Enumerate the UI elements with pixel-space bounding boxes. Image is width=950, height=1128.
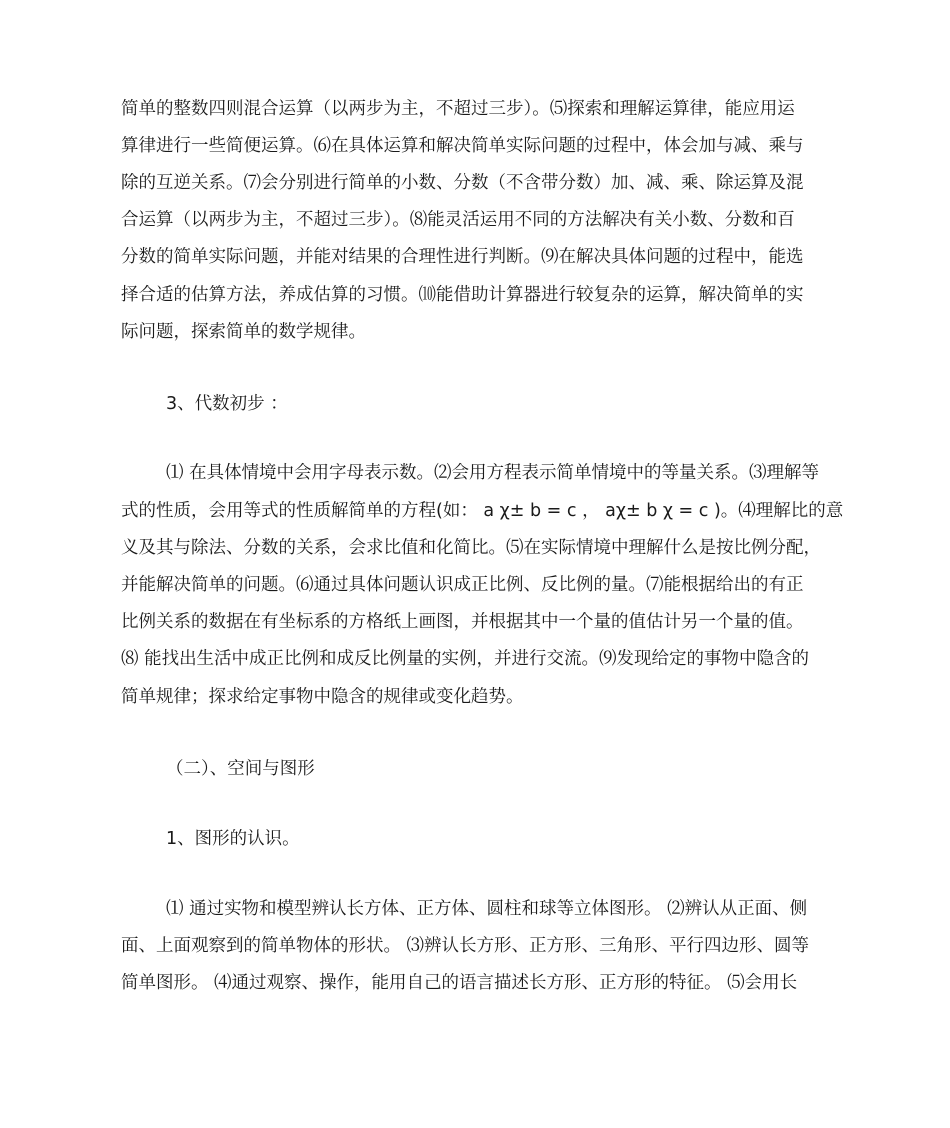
paragraph-line: 面、上面观察到的简单物体的形状。 ⑶辨认长方形、正方形、三角形、平行四边形、圆等: [121, 936, 810, 956]
paragraph-line: ⑴ 在具体情境中会用字母表示数。⑵会用方程表示简单情境中的等量关系。⑶理解等: [166, 463, 820, 483]
paragraph-line: 义及其与除法、分数的关系，会求比值和化简比。⑸在实际情境中理解什么是按比例分配，: [121, 538, 821, 558]
paragraph-line: ⑻ 能找出生活中成正比例和成反比例量的实例，并进行交流。⑼发现给定的事物中隐含的: [121, 649, 810, 669]
section-heading: 3、代数初步 ：: [166, 394, 288, 414]
paragraph-line: 算律进行一些简便运算。⑹在具体运算和解决简单实际问题的过程中，体会加与减、乘与: [121, 136, 804, 156]
paragraph-line: 分数的简单实际问题，并能对结果的合理性进行判断。⑼在解决具体问题的过程中，能选: [121, 247, 804, 267]
paragraph-line: 式的性质，会用等式的性质解简单的方程(如： a χ± b = c ， aχ± b χ = c )。⑷理解比的意: [121, 501, 844, 521]
section-heading: （二）、空间与图形: [166, 759, 315, 779]
paragraph-line: 择合适的估算方法，养成估算的习惯。⑽能借助计算器进行较复杂的运算，解决简单的实: [121, 285, 804, 305]
paragraph-line: 比例关系的数据在有坐标系的方格纸上画图，并根据其中一个量的值估计另一个量的值。: [121, 612, 804, 632]
paragraph-line: 际问题，探索简单的数学规律。: [121, 322, 366, 342]
paragraph-line: 简单的整数四则混合运算（以两步为主，不超过三步）。⑸探索和理解运算律，能应用运: [121, 99, 795, 119]
paragraph-line: 合运算（以两步为主，不超过三步）。⑻能灵活运用不同的方法解决有关小数、分数和百: [121, 210, 795, 230]
paragraph-line: 简单规律；探求给定事物中隐含的规律或变化趋势。: [121, 687, 524, 707]
paragraph-line: 简单图形。 ⑷通过观察、操作，能用自己的语言描述长方形、正方形的特征。 ⑸会用长: [121, 973, 798, 993]
paragraph-line: 除的互逆关系。⑺会分别进行简单的小数、分数（不含带分数）加、减、乘、除运算及混: [121, 173, 804, 193]
paragraph-line: ⑴ 通过实物和模型辨认长方体、正方体、圆柱和球等立体图形。 ⑵辨认从正面、侧: [166, 899, 808, 919]
subsection-heading: 1、图形的认识。: [166, 829, 300, 849]
paragraph-line: 并能解决简单的问题。⑹通过具体问题认识成正比例、反比例的量。⑺能根据给出的有正: [121, 575, 804, 595]
